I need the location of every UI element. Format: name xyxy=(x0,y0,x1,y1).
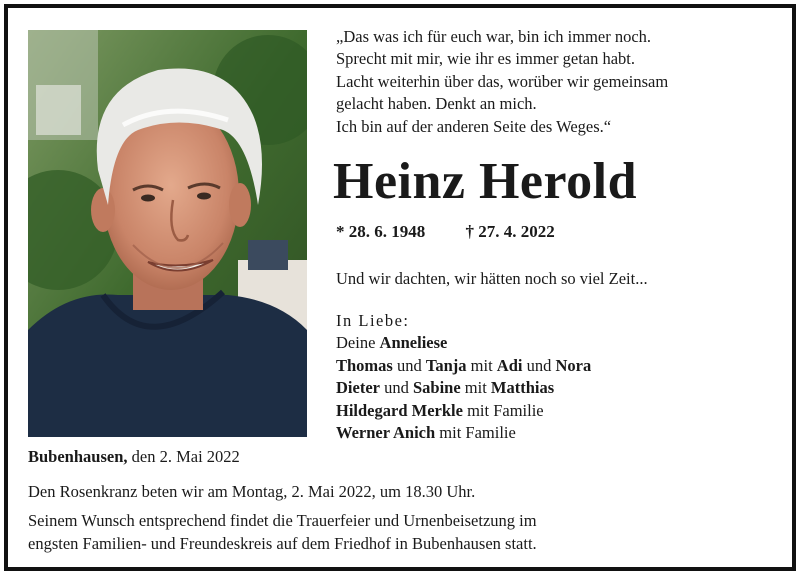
mourners-heading: In Liebe: xyxy=(336,311,410,330)
mourner-name: Nora xyxy=(555,355,592,375)
mourner-name: Thomas xyxy=(336,355,393,375)
quote-line: Lacht weiterhin über das, worüber wir gemeinsam xyxy=(336,71,669,91)
mourner-text: mit xyxy=(470,355,493,375)
date: den 2. Mai 2022 xyxy=(131,447,240,466)
mourner-name: Matthias xyxy=(490,378,555,398)
funeral-info-line: Seinem Wunsch entsprechend findet die Trauerfeier und Urnenbeisetzung im xyxy=(28,511,537,530)
mourner-line xyxy=(336,377,591,399)
mourner-text: und xyxy=(526,355,552,375)
memorial-quote xyxy=(336,26,756,138)
mourner-text: und xyxy=(396,355,422,375)
deceased-name: Heinz Herold xyxy=(333,153,638,210)
mourners-list xyxy=(336,310,591,444)
death-date: † 27. 4. 2022 xyxy=(465,222,555,241)
mourner-text: mit xyxy=(464,378,487,398)
mourner-line xyxy=(336,355,591,377)
mourner-line xyxy=(336,422,591,444)
birth-date: * 28. 6. 1948 xyxy=(336,222,426,241)
tagline: Und wir dachten, wir hätten noch so viel Zeit... xyxy=(336,269,648,288)
rosary-info: Den Rosenkranz beten wir am Montag, 2. Mai 2022, um 18.30 Uhr. xyxy=(28,482,476,501)
mourner-name: Werner Anich xyxy=(336,423,436,443)
portrait-photo xyxy=(28,30,307,437)
mourner-text: mit Familie xyxy=(439,423,516,443)
funeral-info-line: engsten Familien- und Freundeskreis auf dem Friedhof in Bubenhausen statt. xyxy=(28,534,537,553)
quote-line: Sprecht mit mir, wie ihr es immer getan habt. xyxy=(336,49,636,69)
quote-line: gelacht haben. Denkt an mich. xyxy=(336,94,537,114)
place: Bubenhausen, xyxy=(28,447,128,466)
mourner-line xyxy=(336,332,591,354)
mourner-name: Tanja xyxy=(425,355,467,375)
life-dates xyxy=(336,222,555,242)
mourner-name: Anneliese xyxy=(379,333,448,353)
place-date xyxy=(28,447,240,467)
mourner-text: mit Familie xyxy=(467,400,544,420)
mourner-name: Hildegard Merkle xyxy=(336,400,463,420)
portrait-illustration xyxy=(28,30,307,437)
mourner-text: und xyxy=(384,378,409,398)
mourner-name: Adi xyxy=(496,355,523,375)
quote-line: Ich bin auf der anderen Seite des Weges.“ xyxy=(336,116,612,136)
mourner-name: Dieter xyxy=(336,378,380,398)
mourner-name: Sabine xyxy=(412,378,461,398)
service-info xyxy=(28,480,768,555)
mourner-line xyxy=(336,400,591,422)
quote-line: „Das was ich für euch war, bin ich immer noch. xyxy=(336,27,652,46)
mourner-text: Deine xyxy=(336,333,376,353)
